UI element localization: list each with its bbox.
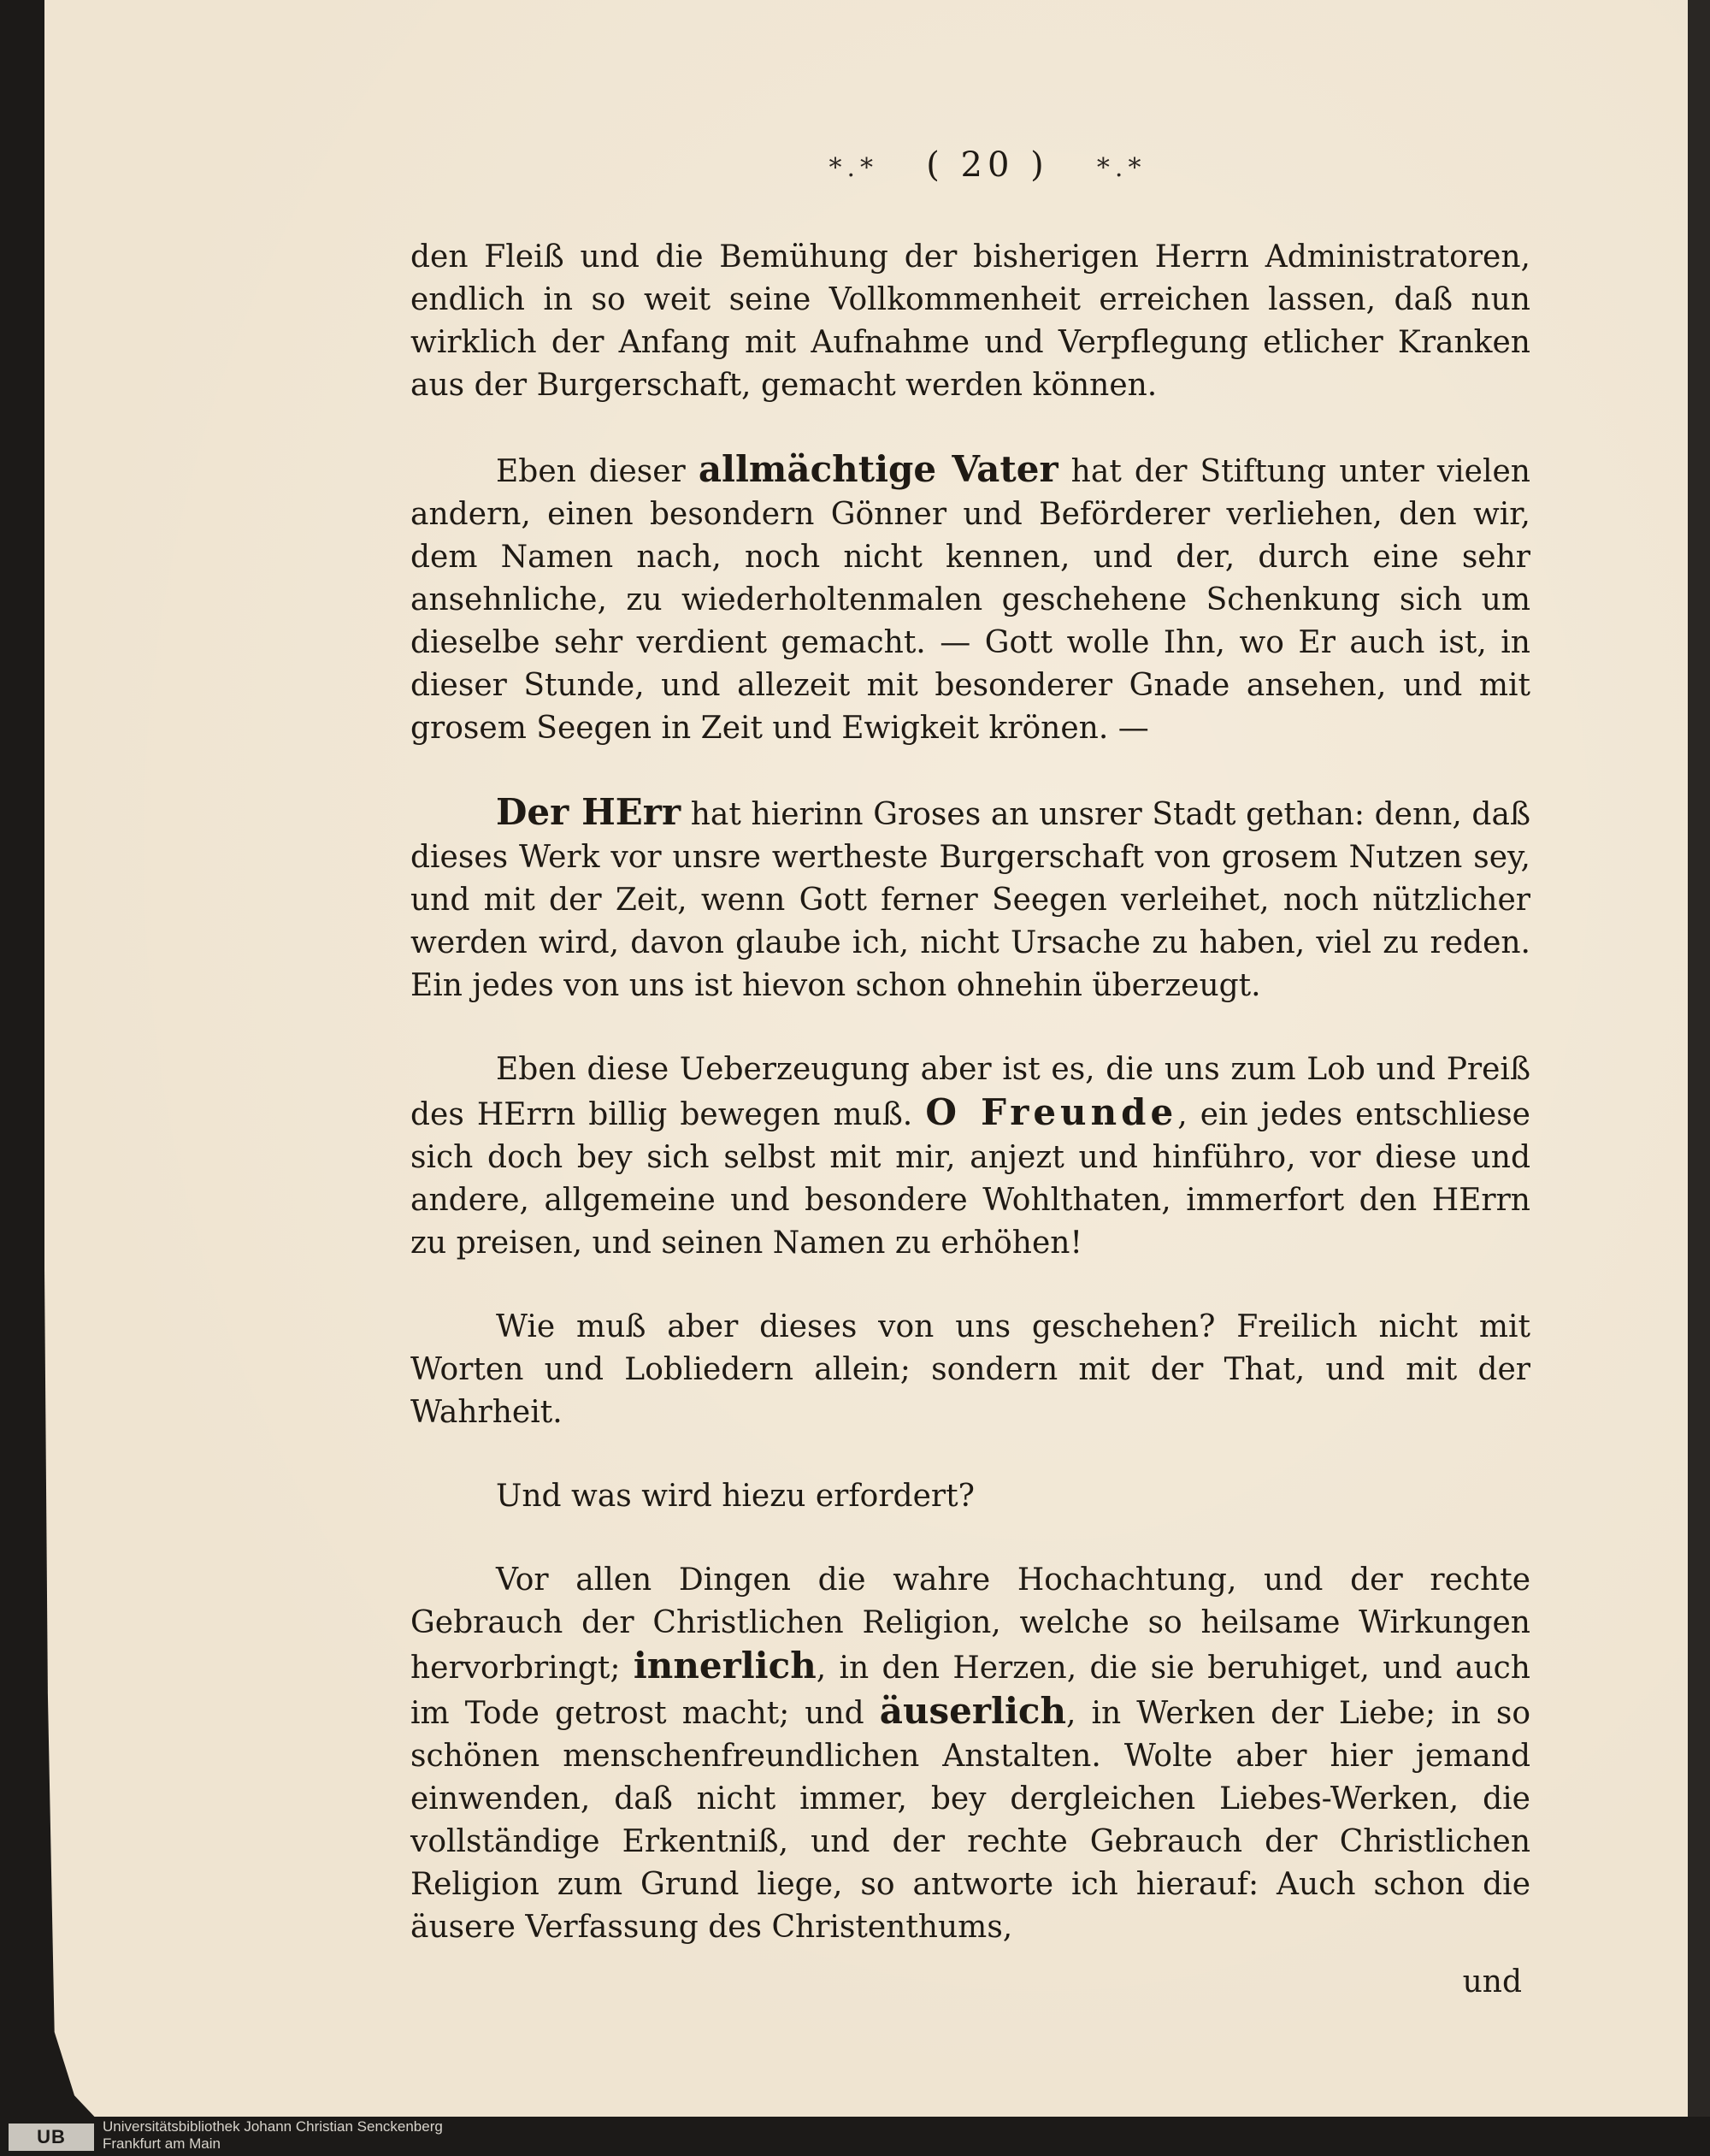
dark-edge-ribbon — [1688, 0, 1710, 2117]
paragraph-4-before: Eben diese Ueberzeugung aber ist es, die uns zum Lob und Preiß des HErrn billig bewegen muß. — [410, 1052, 1530, 1132]
paragraph-4-spaced-emphasis: O Freunde — [925, 1091, 1178, 1133]
library-name-line2: Frankfurt am Main — [103, 2135, 221, 2152]
paragraph-2-emphasis: allmächtige Vater — [698, 448, 1058, 490]
paragraph-4-after: , ein jedes entschliese sich doch bey sich selbst mit mir, anjezt und hinführo, vor diese und andere, allgemeine und besondere Wohlthaten, immerfort den HErrn zu preisen, und seinen Namen zu erhöhen! — [410, 1097, 1530, 1261]
paragraph-7-mid: , in den Herzen, die sie beruhiget, und auch im Tode getrost macht; und — [410, 1651, 1530, 1731]
page-number: ( 20 ) — [926, 145, 1049, 185]
footer-bar — [0, 2117, 1710, 2156]
paragraph-3-after: hat hierinn Groses an unsrer Stadt gethan: denn, daß dieses Werk vor unsre wertheste Burgerschaft von grosem Nutzen sey, und mit der Zeit, wenn Gott ferner Seegen verleihet, noch nützlicher werden wird, davon glaube ich, nicht Ursache zu haben, viel zu reden. Ein jedes von uns ist hievon schon ohnehin überzeugt. — [410, 797, 1530, 1003]
paragraph-1 — [410, 236, 1530, 407]
header-ornament-right: *.* — [1096, 153, 1147, 183]
paragraph-3-emphasis: Der HErr — [496, 791, 681, 833]
paragraph-6 — [410, 1475, 1530, 1518]
paragraph-2-before: Eben dieser — [496, 454, 699, 489]
paragraph-4 — [410, 1048, 1530, 1265]
paragraph-3 — [410, 791, 1530, 1007]
paragraph-7 — [410, 1559, 1530, 1949]
paragraph-5-text: Wie muß aber dieses von uns geschehen? Freilich nicht mit Worten und Lobliedern allein; sondern mit der That, und mit der Wahrheit. — [410, 1309, 1530, 1430]
paragraph-1-text: den Fleiß und die Bemühung der bisherigen Herrn Administratoren, endlich in so weit seine Vollkommenheit erreichen lassen, daß nun wirklich der Anfang mit Aufnahme und Verpflegung etlicher Kranken aus der Burgerschaft, gemacht werden können. — [410, 239, 1530, 403]
paragraph-7-before: Vor allen Dingen die wahre Hochachtung, und der rechte Gebrauch der Christlichen Religion, welche so heilsame Wirkungen hervorbringt; — [410, 1562, 1530, 1686]
paragraph-2 — [410, 448, 1530, 750]
page-header — [445, 145, 1530, 185]
paragraph-7-emphasis-2: äuserlich — [879, 1690, 1067, 1732]
paragraph-6-text: Und was wird hiezu erfordert? — [496, 1479, 975, 1514]
paragraph-7-after: , in Werken der Liebe; in so schönen menschenfreundlichen Anstalten. Wolte aber hier jemand einwenden, daß nicht immer, bey dergleichen Liebes-Werken, die vollständige Erkentniß, und der rechte Gebrauch der Christlichen Religion zum Grund liege, so antworte ich hierauf: Auch schon die äusere Verfassung des Christenthums, — [410, 1696, 1530, 1945]
paragraph-2-after: hat der Stiftung unter vielen andern, einen besondern Gönner und Beförderer verliehen, den wir, dem Namen nach, noch nicht kennen, und der, durch eine sehr ansehnliche, zu wiederholtenmalen geschehene Schenkung sich um dieselbe sehr verdient gemacht. — Gott wolle Ihn, wo Er auch ist, in dieser Stunde, und allezeit mit besonderer Gnade ansehen, und mit grosem Seegen in Zeit und Ewigkeit krönen. — — [410, 454, 1530, 746]
page-text-block — [410, 145, 1530, 1999]
paragraph-5 — [410, 1306, 1530, 1434]
catchword: und — [1462, 1964, 1522, 1999]
library-name-line1: Universitätsbibliothek Johann Christian Senckenberg — [103, 2118, 443, 2135]
header-ornament-left: *.* — [828, 153, 879, 183]
paragraph-7-emphasis: innerlich — [633, 1645, 817, 1686]
library-logo: UB — [9, 2124, 94, 2151]
